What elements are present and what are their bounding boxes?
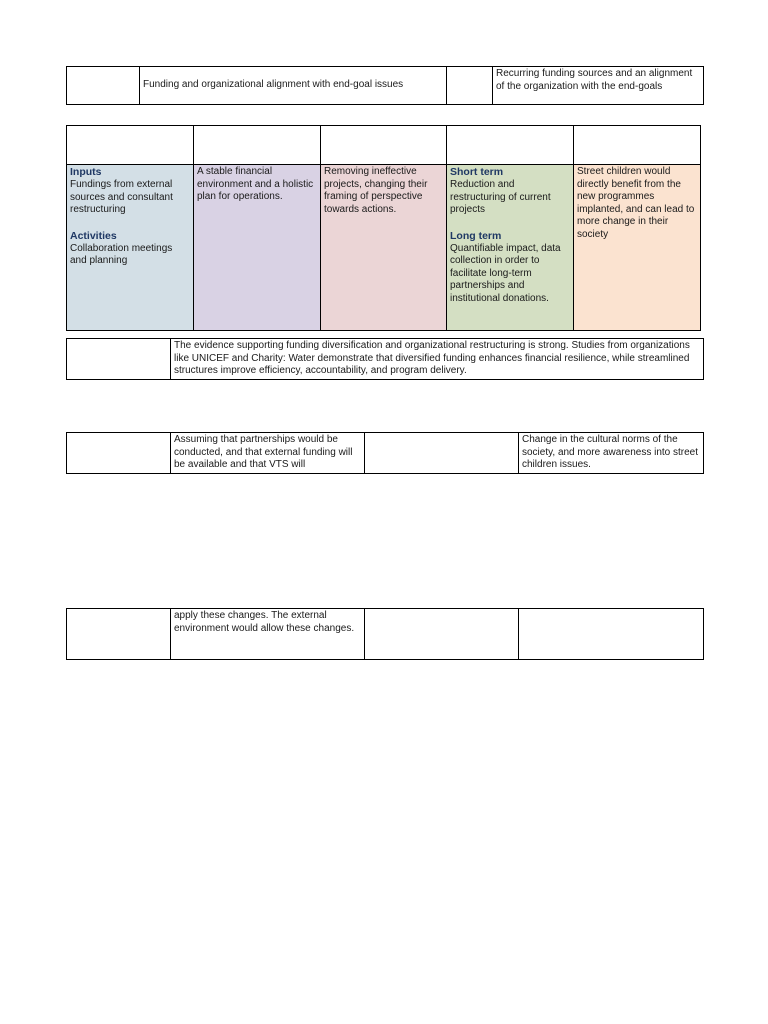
- outputs-cell: [194, 165, 321, 331]
- short-term-text: Reduction and restructuring of current projects: [450, 179, 551, 216]
- long-term-heading: Long term: [450, 229, 502, 242]
- evidence-label-cell: [67, 339, 171, 380]
- assumptions-continued-table: [66, 608, 704, 660]
- outcomes-cell: [447, 165, 574, 331]
- continued-label-cell: [67, 609, 171, 660]
- evidence-table: [66, 338, 704, 380]
- assumptions-table: [66, 432, 704, 474]
- header-cell-activities: [321, 126, 447, 165]
- goal-label-cell: [447, 67, 493, 105]
- inputs-heading: Inputs: [70, 166, 102, 178]
- header-cell-inputs: [67, 126, 194, 165]
- impact-text: Street children would directly benefit from the new programmes implanted, and can lead to more change in their society: [577, 166, 695, 240]
- inputs-activities-cell: [67, 165, 194, 331]
- activities-text: Collaboration meetings and planning: [70, 242, 173, 267]
- assumptions-label-cell: [67, 433, 171, 474]
- changes-cell: [321, 165, 447, 331]
- goal-text: Recurring funding sources and an alignment of the organization with the end-goals: [496, 68, 693, 92]
- logic-model-table: [66, 125, 701, 331]
- assumptions-continued-cell: [171, 609, 365, 660]
- continued-empty-cell-1: [365, 609, 519, 660]
- goal-cell: [493, 67, 704, 105]
- activities-heading: Activities: [70, 229, 117, 242]
- evidence-text: The evidence supporting funding diversification and organizational restructuring is strong. Studies from organizations like UNICEF and Charity: Water demonstrate that diversified funding enhances financial resilience, while streamlined structures improve efficiency, accountability, and program delivery.: [174, 340, 690, 376]
- continued-empty-cell-2: [519, 609, 704, 660]
- header-cell-outcomes: [447, 126, 574, 165]
- evidence-cell: [171, 339, 704, 380]
- assumptions-text: Assuming that partnerships would be conducted, and that external funding will be available and that VTS will: [174, 434, 353, 470]
- assumptions-cell: [171, 433, 365, 474]
- long-term-text: Quantifiable impact, data collection in order to facilitate long-term partnerships and institutional donations.: [450, 242, 561, 304]
- header-cell-outputs: [194, 126, 321, 165]
- long-term-impact-cell: [519, 433, 704, 474]
- outputs-text: A stable financial environment and a holistic plan for operations.: [197, 166, 314, 202]
- impact-cell: [574, 165, 701, 331]
- header-cell-impact: [574, 126, 701, 165]
- short-term-heading: Short term: [450, 166, 504, 178]
- problem-table: [66, 66, 704, 105]
- problem-text: Funding and organizational alignment with end-goal issues: [143, 79, 404, 91]
- inputs-text: Fundings from external sources and consultant restructuring: [70, 179, 173, 216]
- problem-label-cell: [67, 67, 140, 105]
- problem-cell: [140, 67, 447, 105]
- long-term-impact-text: Change in the cultural norms of the society, and more awareness into street children issues.: [522, 434, 699, 470]
- long-term-impact-label-cell: [365, 433, 519, 474]
- changes-text: Removing ineffective projects, changing their framing of perspective towards actions.: [324, 166, 428, 215]
- assumptions-continued-text: apply these changes. The external environment would allow these changes.: [174, 610, 355, 634]
